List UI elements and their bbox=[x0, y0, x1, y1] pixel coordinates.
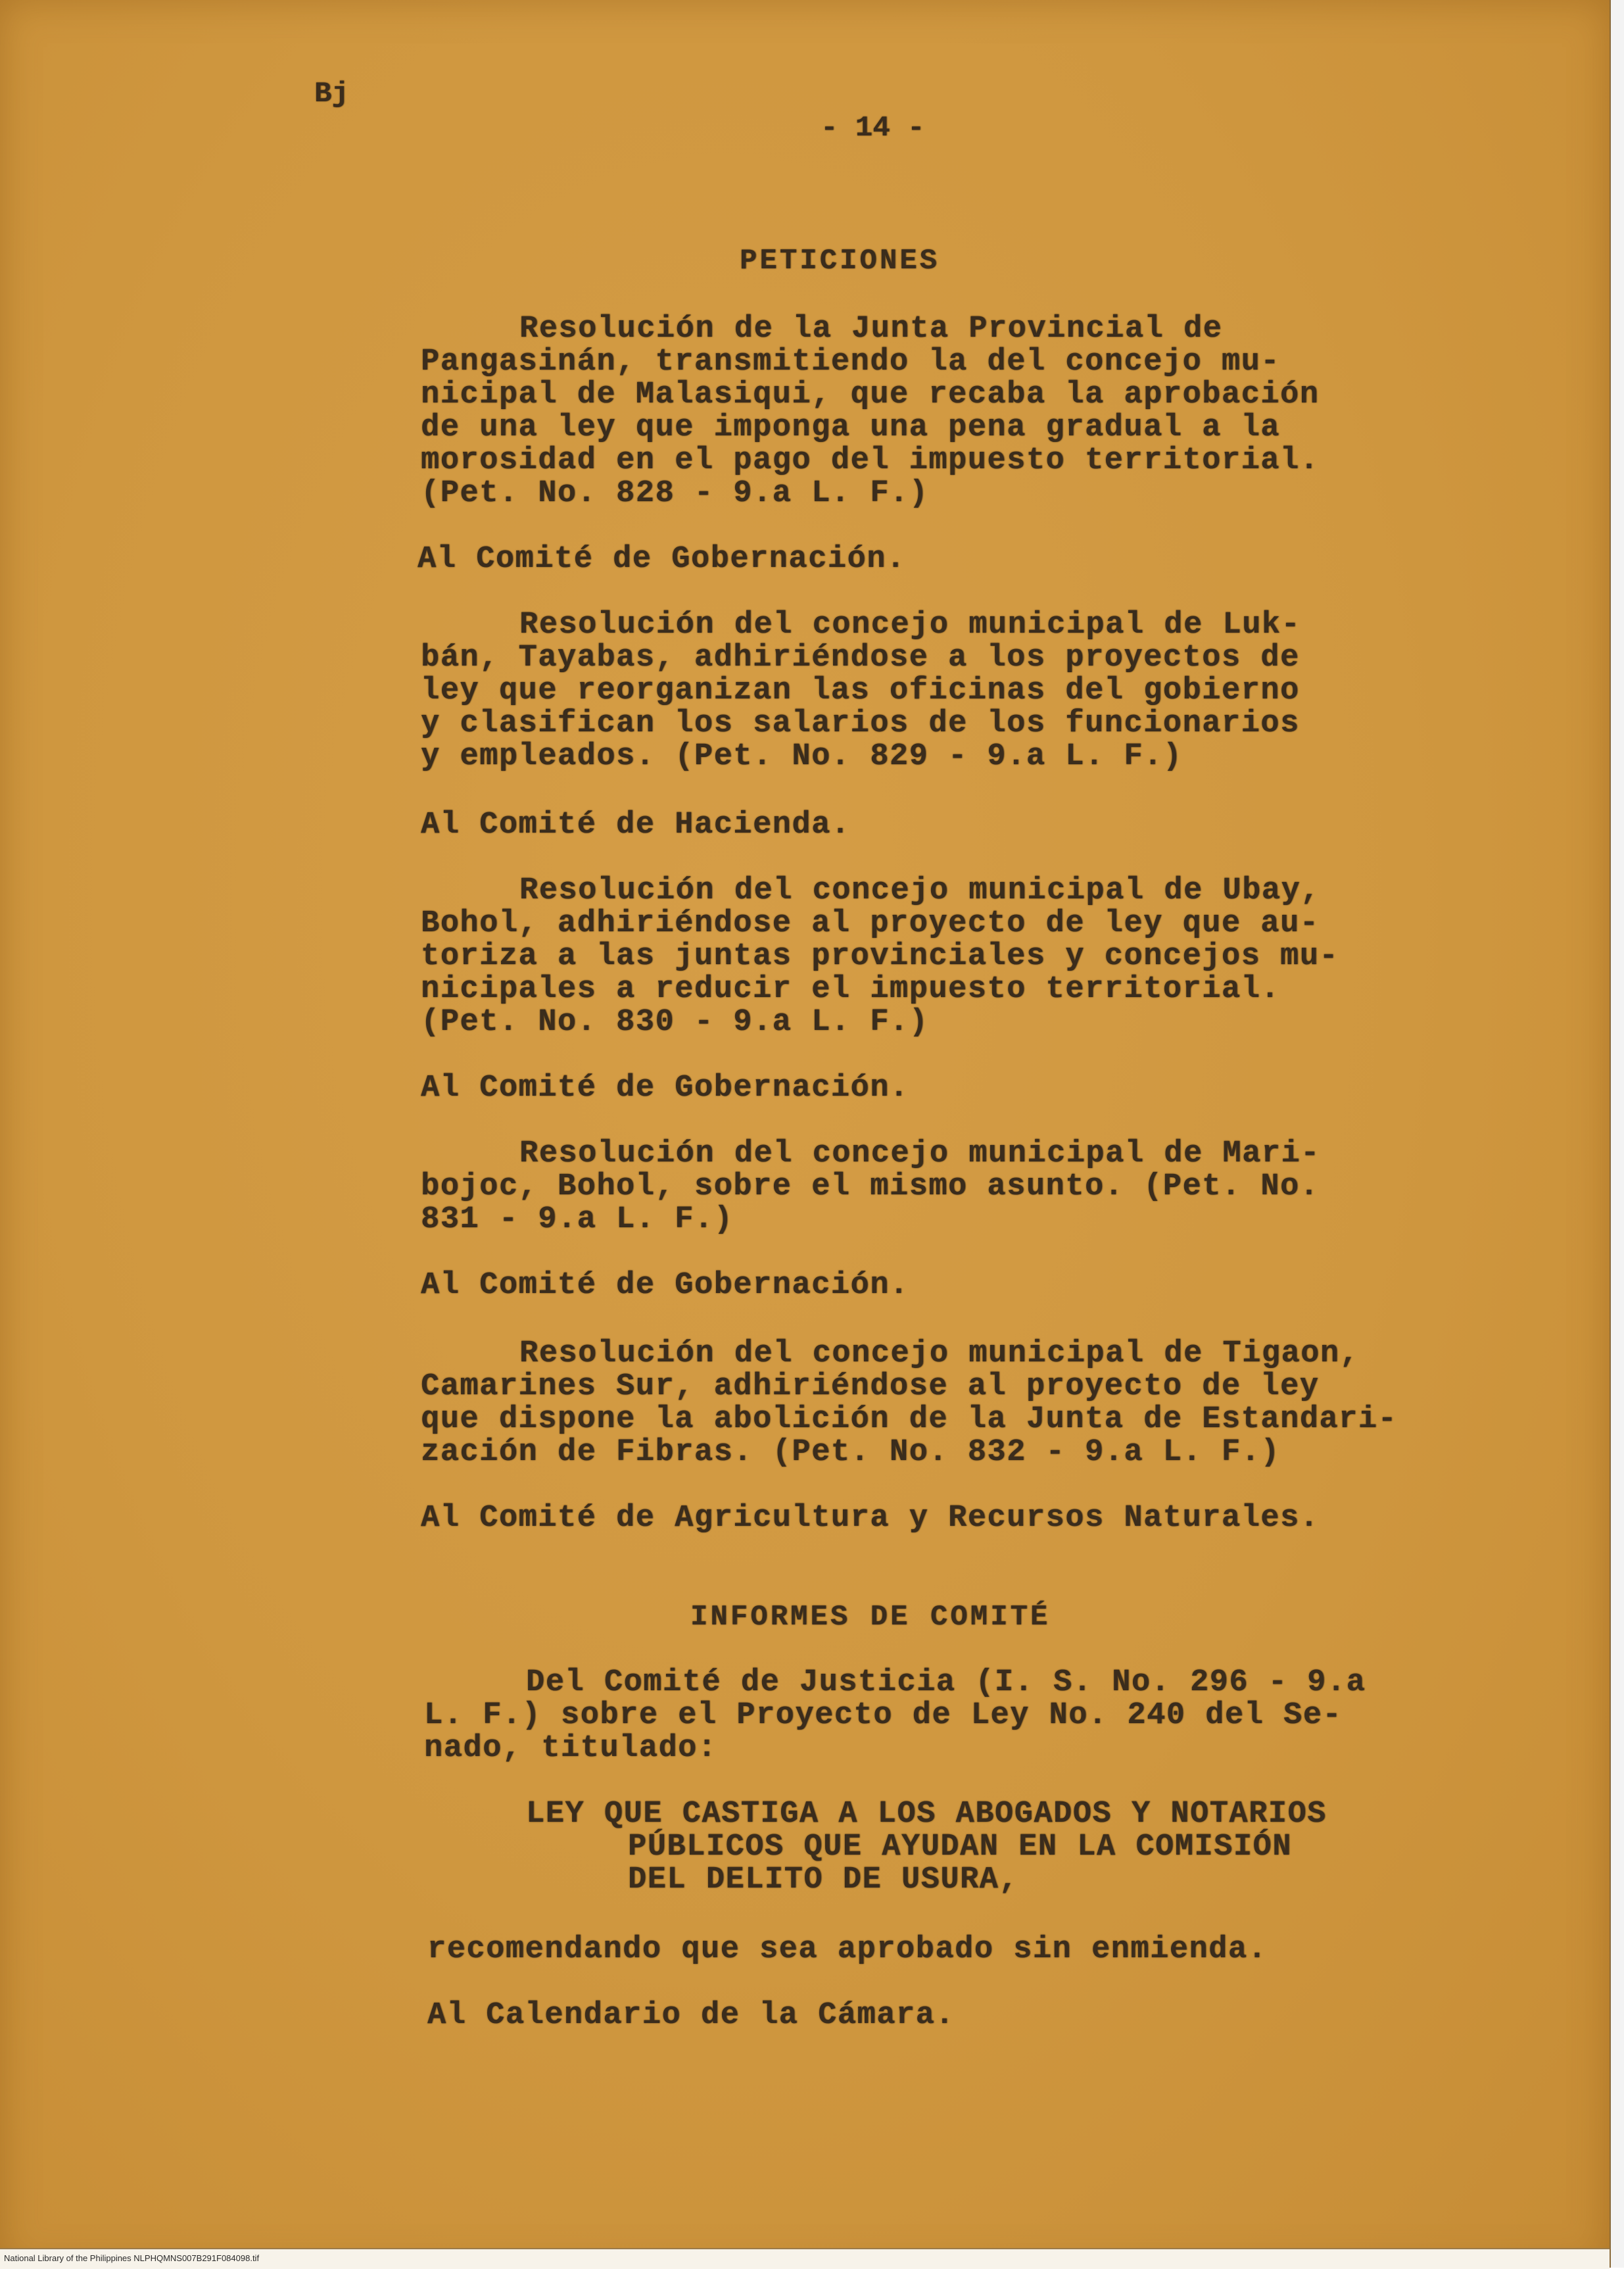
section-heading-informes: INFORMES DE COMITÉ bbox=[690, 1601, 1051, 1634]
recommendation-line: recomendando que sea aprobado sin enmienda. bbox=[427, 1932, 1268, 1967]
text-line: bojoc, Bohol, sobre el mismo asunto. (Pet. No. bbox=[421, 1169, 1320, 1204]
bill-title-line: DEL DELITO DE USURA, bbox=[628, 1863, 1019, 1897]
text-line: toriza a las juntas provinciales y concejos mu- bbox=[421, 939, 1339, 974]
text-line: nado, titulado: bbox=[424, 1731, 717, 1766]
text-line: Resolución del concejo municipal de Ubay, bbox=[519, 873, 1320, 908]
referral-line: Al Comité de Gobernación. bbox=[421, 1268, 909, 1303]
text-line: Pangasinán, transmitiendo la del concejo mu- bbox=[421, 345, 1281, 379]
text-line: que dispone la abolición de la Junta de Estandari- bbox=[421, 1402, 1398, 1437]
text-line: morosidad en el pago del impuesto territorial. bbox=[421, 443, 1320, 478]
text-line: Resolución del concejo municipal de Luk- bbox=[519, 608, 1301, 643]
bill-title-line: PÚBLICOS QUE AYUDAN EN LA COMISIÓN bbox=[628, 1830, 1292, 1865]
text-line: (Pet. No. 828 - 9.a L. F.) bbox=[421, 476, 929, 511]
text-line: ley que reorganizan las oficinas del gobierno bbox=[421, 673, 1300, 708]
text-line: y clasifican los salarios de los funcionarios bbox=[421, 706, 1300, 741]
text-line: L. F.) sobre el Proyecto de Ley No. 240 del Se- bbox=[424, 1698, 1343, 1733]
text-line: nicipal de Malasiqui, que recaba la aprobación bbox=[421, 378, 1320, 412]
text-line: Bohol, adhiriéndose al proyecto de ley que au- bbox=[421, 906, 1320, 941]
page-number: - 14 - bbox=[821, 112, 925, 145]
bill-title-line: LEY QUE CASTIGA A LOS ABOGADOS Y NOTARIOS bbox=[526, 1797, 1327, 1832]
referral-line: Al Calendario de la Cámara. bbox=[427, 1998, 955, 2033]
referral-line: Al Comité de Gobernación. bbox=[421, 1071, 909, 1106]
text-line: y empleados. (Pet. No. 829 - 9.a L. F.) bbox=[421, 739, 1183, 774]
corner-mark: Bj bbox=[314, 78, 349, 110]
scan-right-margin bbox=[1610, 0, 1624, 2268]
referral-line: Al Comité de Gobernación. bbox=[418, 542, 906, 577]
text-line: Del Comité de Justicia (I. S. No. 296 - 9.a bbox=[526, 1665, 1366, 1700]
section-heading-peticiones: PETICIONES bbox=[740, 245, 940, 278]
text-line: 831 - 9.a L. F.) bbox=[421, 1202, 734, 1237]
text-line: bán, Tayabas, adhiriéndose a los proyectos de bbox=[421, 641, 1300, 675]
text-line: de una ley que imponga una pena gradual a la bbox=[421, 410, 1281, 445]
text-line: Resolución del concejo municipal de Mari- bbox=[519, 1136, 1320, 1171]
text-line: nicipales a reducir el impuesto territorial. bbox=[421, 972, 1281, 1007]
text-line: Resolución de la Junta Provincial de bbox=[519, 312, 1223, 347]
footer-caption: National Library of the Philippines NLPHQMNS007B291F084098.tif bbox=[4, 2253, 260, 2263]
referral-line: Al Comité de Hacienda. bbox=[421, 808, 851, 842]
text-line: Camarines Sur, adhiriéndose al proyecto de ley bbox=[421, 1369, 1320, 1404]
referral-line: Al Comité de Agricultura y Recursos Naturales. bbox=[421, 1501, 1320, 1536]
text-line: zación de Fibras. (Pet. No. 832 - 9.a L. F.) bbox=[421, 1435, 1281, 1470]
text-line: Resolución del concejo municipal de Tigaon, bbox=[519, 1336, 1360, 1371]
text-line: (Pet. No. 830 - 9.a L. F.) bbox=[421, 1005, 929, 1040]
